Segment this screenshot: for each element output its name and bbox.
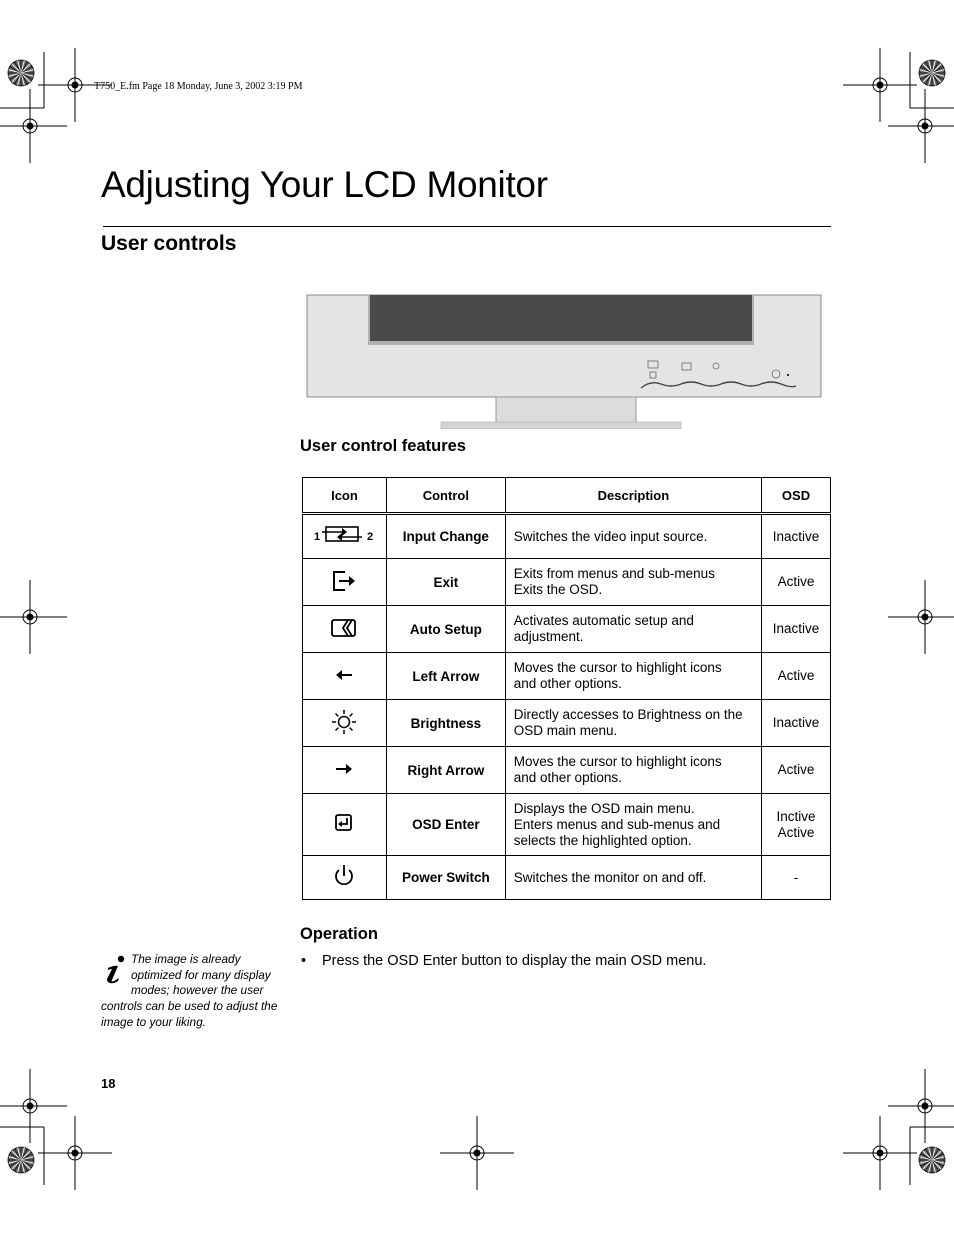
table-row bbox=[303, 700, 831, 747]
starburst-mark bbox=[8, 1147, 34, 1173]
control-name: Input Change bbox=[386, 514, 505, 559]
starburst-mark bbox=[8, 60, 34, 86]
description-line: OSD main menu. bbox=[513, 723, 618, 738]
starburst-mark bbox=[919, 1147, 945, 1173]
description-line: and other options. bbox=[513, 676, 622, 691]
table-row bbox=[303, 514, 831, 559]
crosshair-mark bbox=[888, 580, 954, 654]
auto-setup-icon bbox=[330, 617, 358, 639]
icon-cell bbox=[303, 514, 387, 559]
info-note bbox=[101, 952, 279, 1031]
exit-icon bbox=[331, 570, 357, 592]
description-line: Exits from menus and sub-menus bbox=[513, 566, 715, 581]
control-description bbox=[505, 606, 761, 653]
description-line: Switches the monitor on and off. bbox=[513, 869, 707, 885]
input-change-icon bbox=[312, 523, 376, 547]
osd-status bbox=[762, 856, 831, 900]
crosshair-mark bbox=[0, 89, 67, 163]
table-row bbox=[303, 794, 831, 856]
crosshair-mark bbox=[38, 1116, 112, 1190]
operation-title: Operation bbox=[300, 925, 378, 943]
crosshair-mark bbox=[843, 48, 917, 122]
osd-status-line: Active bbox=[777, 668, 815, 683]
osd-status bbox=[762, 514, 831, 559]
crosshair-mark bbox=[0, 580, 67, 654]
osd-status bbox=[762, 794, 831, 856]
input-change-right-label: 2 bbox=[367, 531, 374, 543]
control-name: Power Switch bbox=[386, 856, 505, 900]
crosshair-mark bbox=[0, 1069, 67, 1143]
osd-status-line: Active bbox=[777, 824, 815, 840]
description-line: Switches the video input source. bbox=[513, 528, 708, 544]
icon-cell bbox=[303, 856, 387, 900]
description-line: selects the highlighted option. bbox=[513, 832, 692, 848]
title-rule bbox=[103, 226, 831, 227]
icon-cell bbox=[303, 794, 387, 856]
crosshair-mark bbox=[888, 89, 954, 163]
brightness-icon bbox=[331, 709, 357, 735]
header-osd: OSD bbox=[762, 478, 831, 514]
control-name: Exit bbox=[386, 559, 505, 606]
input-change-left-label: 1 bbox=[314, 531, 321, 543]
control-name: Brightness bbox=[386, 700, 505, 747]
control-name: OSD Enter bbox=[386, 794, 505, 856]
description-line: Moves the cursor to highlight icons bbox=[513, 660, 722, 675]
crosshair-mark bbox=[888, 1069, 954, 1143]
control-description bbox=[505, 700, 761, 747]
operation-bullet-text: Press the OSD Enter button to display the main OSD menu. bbox=[322, 953, 707, 969]
osd-status bbox=[762, 653, 831, 700]
section-title: User controls bbox=[101, 232, 237, 255]
description-line: Displays the OSD main menu. bbox=[513, 800, 695, 816]
file-stamp: T750_E.fm Page 18 Monday, June 3, 2002 3:19 PM bbox=[94, 81, 303, 92]
osd-status-line: Active bbox=[777, 762, 815, 777]
icon-cell bbox=[303, 747, 387, 794]
icon-cell bbox=[303, 700, 387, 747]
description-line: adjustment. bbox=[513, 629, 584, 644]
control-name: Auto Setup bbox=[386, 606, 505, 653]
operation-bullet bbox=[301, 953, 706, 969]
header-icon: Icon bbox=[303, 478, 387, 514]
table-row bbox=[303, 606, 831, 653]
table-row bbox=[303, 559, 831, 606]
power-icon bbox=[332, 863, 356, 889]
crosshair-mark bbox=[843, 1116, 917, 1190]
control-description bbox=[505, 514, 761, 559]
osd-status bbox=[762, 559, 831, 606]
osd-status-line: Inctive bbox=[776, 808, 816, 824]
description-line: Activates automatic setup and bbox=[513, 613, 694, 628]
table-row bbox=[303, 856, 831, 900]
osd-status-line: Inactive bbox=[772, 528, 820, 544]
bullet-symbol: • bbox=[301, 953, 307, 969]
osd-status bbox=[762, 606, 831, 653]
features-title: User control features bbox=[300, 437, 466, 455]
osd-status-line: Active bbox=[777, 574, 815, 589]
page-number: 18 bbox=[101, 1076, 116, 1091]
monitor-illustration bbox=[306, 294, 822, 429]
left-arrow-icon bbox=[334, 668, 354, 682]
osd-status bbox=[762, 700, 831, 747]
description-line: Enters menus and sub-menus and bbox=[513, 816, 721, 832]
control-description bbox=[505, 856, 761, 900]
icon-cell bbox=[303, 653, 387, 700]
control-name: Left Arrow bbox=[386, 653, 505, 700]
osd-status bbox=[762, 747, 831, 794]
control-description bbox=[505, 559, 761, 606]
osd-status-line: - bbox=[793, 869, 799, 885]
control-description bbox=[505, 794, 761, 856]
osd-status-line: Inactive bbox=[772, 715, 820, 730]
right-arrow-icon bbox=[334, 762, 354, 776]
description-line: Exits the OSD. bbox=[513, 582, 603, 597]
icon-cell bbox=[303, 559, 387, 606]
user-controls-table bbox=[302, 477, 831, 900]
table-row bbox=[303, 653, 831, 700]
table-header-row bbox=[303, 478, 831, 514]
info-icon bbox=[101, 954, 129, 984]
icon-cell bbox=[303, 606, 387, 653]
control-description bbox=[505, 653, 761, 700]
description-line: and other options. bbox=[513, 770, 622, 785]
description-line: Moves the cursor to highlight icons bbox=[513, 754, 722, 769]
osd-enter-icon bbox=[334, 813, 354, 833]
table-row bbox=[303, 747, 831, 794]
control-description bbox=[505, 747, 761, 794]
crosshair-mark bbox=[440, 1116, 514, 1190]
header-control: Control bbox=[386, 478, 505, 514]
chapter-title: Adjusting Your LCD Monitor bbox=[101, 164, 548, 205]
header-description: Description bbox=[505, 478, 761, 514]
osd-status-line: Inactive bbox=[772, 621, 820, 636]
control-name: Right Arrow bbox=[386, 747, 505, 794]
description-line: Directly accesses to Brightness on the bbox=[513, 707, 743, 722]
note-text: The image is already optimized for many display modes; however the user controls can be used to adjust the image to your liking. bbox=[101, 952, 278, 1029]
starburst-mark bbox=[919, 60, 945, 86]
